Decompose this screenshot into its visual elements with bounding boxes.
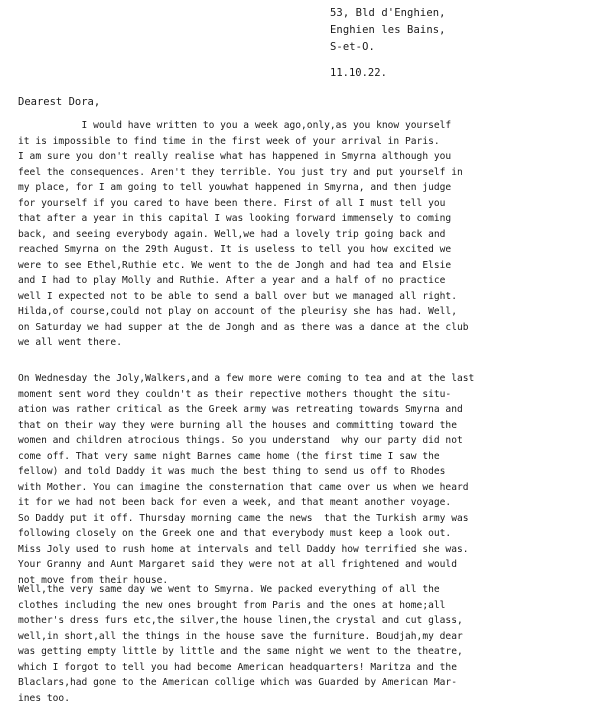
text-line: back, and seeing everybody again. Well,we had a lovely trip going back and	[18, 227, 598, 243]
text-line: Hilda,of course,could not play on account of the pleurisy she has had. Well,	[18, 304, 598, 320]
text-line: my place, for I am going to tell youwhat happened in Smyrna, and then judge	[18, 180, 598, 196]
text-line: clothes including the new ones brought from Paris and the ones at home;all	[18, 598, 598, 614]
text-line: with Mother. You can imagine the consternation that came over us when we heard	[18, 480, 598, 496]
text-line: Well,the very same day we went to Smyrna. We packed everything of all the	[18, 582, 598, 598]
text-line: following closely on the Greek one and that everybody must keep a look out.	[18, 526, 598, 542]
text-line: fellow) and told Daddy it was much the best thing to send us off to Rhodes	[18, 464, 598, 480]
address-line: 53, Bld d'Enghien,	[330, 5, 446, 22]
text-line: Your Granny and Aunt Margaret said they were not at all frightened and would	[18, 557, 598, 573]
text-line: On Wednesday the Joly,Walkers,and a few more were coming to tea and at the last	[18, 371, 598, 387]
text-line: it is impossible to find time in the first week of your arrival in Paris.	[18, 134, 598, 150]
text-line: moment sent word they couldn't as their repective mothers thought the situ-	[18, 387, 598, 403]
text-line: reached Smyrna on the 29th August. It is useless to tell you how excited we	[18, 242, 598, 258]
text-line: So Daddy put it off. Thursday morning came the news that the Turkish army was	[18, 511, 598, 527]
text-line: for yourself if you cared to have been there. First of all I must tell you	[18, 196, 598, 212]
letter-date: 11.10.22.	[330, 65, 387, 82]
text-line: and I had to play Molly and Ruthie. After a year and a half of no practice	[18, 273, 598, 289]
text-line: ation was rather critical as the Greek army was retreating towards Smyrna and	[18, 402, 598, 418]
text-line: ines too.	[18, 691, 598, 706]
text-line: women and children atrocious things. So you understand why our party did not	[18, 433, 598, 449]
text-line: feel the consequences. Aren't they terrible. You just try and put yourself in	[18, 165, 598, 181]
text-line: not move from their house.	[18, 573, 598, 589]
text-line: well I expected not to be able to send a ball over but we managed all right.	[18, 289, 598, 305]
text-line: that on their way they were burning all the houses and committing toward the	[18, 418, 598, 434]
text-line: I am sure you don't really realise what has happened in Smyrna although you	[18, 149, 598, 165]
text-line: we all went there.	[18, 335, 598, 351]
text-line: I would have written to you a week ago,only,as you know yourself	[18, 118, 598, 134]
text-line: mother's dress furs etc,the silver,the house linen,the crystal and cut glass,	[18, 613, 598, 629]
text-line: which I forgot to tell you had become American headquarters! Maritza and the	[18, 660, 598, 676]
address-line: S-et-O.	[330, 39, 446, 56]
paragraph-1	[18, 118, 598, 351]
text-line: come off. That very same night Barnes came home (the first time I saw the	[18, 449, 598, 465]
paragraph-3	[18, 582, 598, 706]
text-line: were to see Ethel,Ruthie etc. We went to the de Jongh and had tea and Elsie	[18, 258, 598, 274]
sender-address	[330, 5, 446, 56]
address-line: Enghien les Bains,	[330, 22, 446, 39]
text-line: Blaclars,had gone to the American collige which was Guarded by American Mar-	[18, 675, 598, 691]
text-line: Miss Joly used to rush home at intervals and tell Daddy how terrified she was.	[18, 542, 598, 558]
paragraph-2	[18, 371, 598, 588]
text-line: well,in short,all the things in the house save the furniture. Boudjah,my dear	[18, 629, 598, 645]
text-line: on Saturday we had supper at the de Jongh and as there was a dance at the club	[18, 320, 598, 336]
text-line: it for we had not been back for even a week, and that meant another voyage.	[18, 495, 598, 511]
text-line: that after a year in this capital I was looking forward immensely to coming	[18, 211, 598, 227]
salutation: Dearest Dora,	[18, 94, 100, 111]
text-line: was getting empty little by little and the same night we went to the theatre,	[18, 644, 598, 660]
